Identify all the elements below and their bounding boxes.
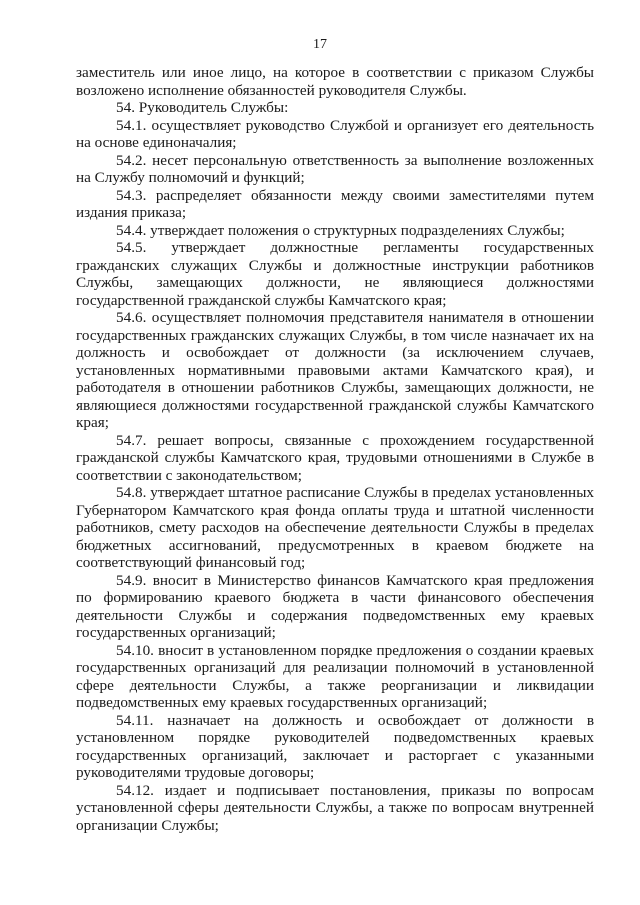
paragraph-54-8: 54.8. утверждает штатное расписание Службы в пределах установленных Губернатором Камчатского края фонда оплаты труда и штатной численности работников, смету расходов на обеспечение деятельности Службы в пределах бюджетных ассигнований, предусмотренных в краевом бюджете на соответствующий финансовый год;	[76, 484, 594, 571]
paragraph-54-5: 54.5. утверждает должностные регламенты государственных гражданских служащих Службы и должностные инструкции работников Службы, замещающих должности, не являющиеся должностями государственной гражданской службы Камчатского края;	[76, 239, 594, 309]
page-number: 17	[313, 37, 327, 52]
document-body	[76, 64, 594, 834]
paragraph-54-1: 54.1. осуществляет руководство Службой и организует его деятельность на основе единоначалия;	[76, 116, 594, 151]
paragraph-54-12: 54.12. издает и подписывает постановления, приказы по вопросам установленной сферы деятельности Службы, а также по вопросам внутренней организации Службы;	[76, 781, 594, 834]
paragraph-54-3: 54.3. распределяет обязанности между своими заместителями путем издания приказа;	[76, 186, 594, 221]
paragraph-54-10: 54.10. вносит в установленном порядке предложения о создании краевых государственных организаций для реализации полномочий в установленной сфере деятельности Службы, а также реорганизации и ликвидации подведомственных ему краевых государственных организаций;	[76, 641, 594, 711]
paragraph-54-6: 54.6. осуществляет полномочия представителя нанимателя в отношении государственных гражданских служащих Службы, в том числе назначает их на должность и освобождает от должности (за исключением случаев, установленных нормативными правовыми актами Камчатского края), и работодателя в отношении работников Службы, замещающих должности, не являющиеся должностями государственной гражданской службы Камчатского края;	[76, 309, 594, 431]
paragraph-54-9: 54.9. вносит в Министерство финансов Камчатского края предложения по формированию краевого бюджета в части финансового обеспечения деятельности Службы и содержания подведомственных ему краевых государственных организаций;	[76, 571, 594, 641]
paragraph-54: 54. Руководитель Службы:	[116, 99, 289, 116]
paragraph-54-7: 54.7. решает вопросы, связанные с прохождением государственной гражданской службы Камчатского края, трудовыми отношениями в Службе в соответствии с законодательством;	[76, 431, 594, 484]
paragraph-54-4: 54.4. утверждает положения о структурных подразделениях Службы;	[116, 221, 565, 239]
paragraph-54-11: 54.11. назначает на должность и освобождает от должности в установленном порядке руководителей подведомственных краевых государственных организаций, заключает и расторгает с указанными руководителями трудовые договоры;	[76, 711, 594, 781]
paragraph-continuation: заместитель или иное лицо, на которое в соответствии с приказом Службы возложено исполнение обязанностей руководителя Службы.	[76, 64, 594, 99]
paragraph-54-2: 54.2. несет персональную ответственность за выполнение возложенных на Службу полномочий и функций;	[76, 151, 594, 186]
